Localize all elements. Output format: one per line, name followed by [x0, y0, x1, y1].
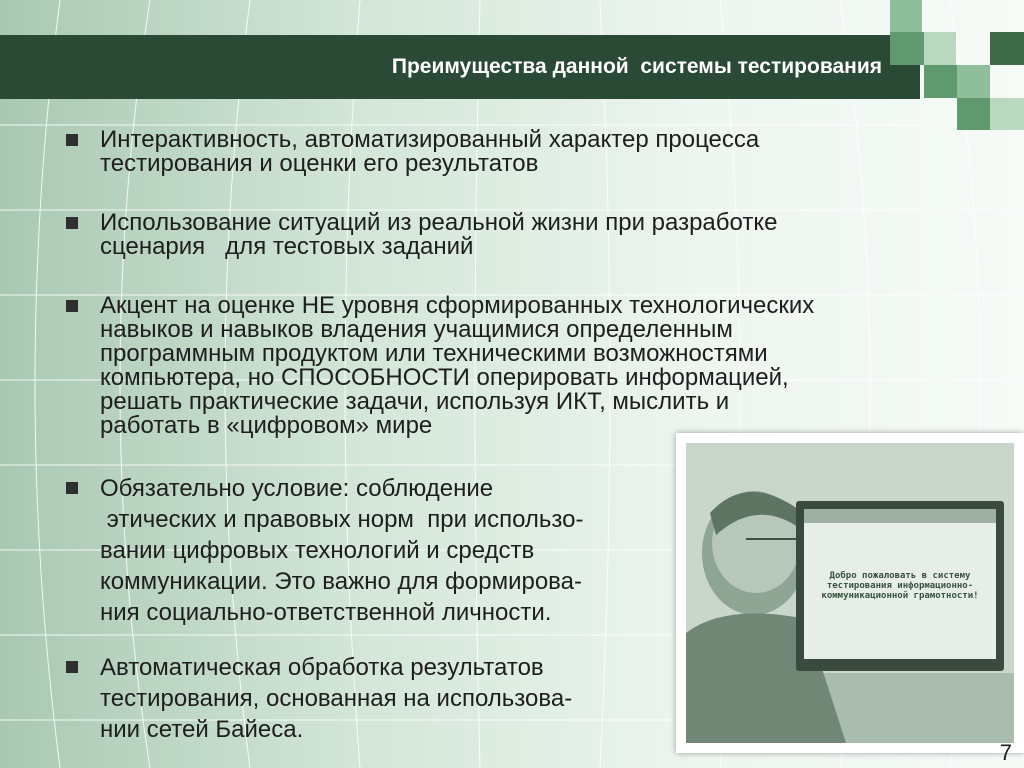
- monitor-screen: [804, 509, 996, 659]
- decorative-tiles: [0, 0, 1024, 140]
- bullet-text-line: тестирования и оценки его результатов: [100, 150, 539, 177]
- bullet-text-line: компьютера, но СПОСОБНОСТИ оперировать информацией,: [100, 364, 789, 391]
- decorative-tile: [890, 32, 924, 65]
- bullet-text-line: Обязательно условие: соблюдение: [100, 475, 494, 502]
- screen-welcome-text: Добро пожаловать в систему тестирования информационно-коммуникационной грамотности!: [821, 571, 979, 601]
- bullet-item: [62, 211, 992, 259]
- bullet-text-line: программным продуктом или техническими возможностями: [100, 340, 768, 367]
- bullet-square-icon: [66, 482, 78, 494]
- bullet-text-line: коммуникации. Это важно для формирова-: [100, 568, 582, 595]
- bullet-text-line: нии сетей Байеса.: [100, 716, 304, 743]
- bullet-text-line: навыков и навыков владения учащимися определенным: [100, 316, 733, 343]
- bullet-text-line: Автоматическая обработка результатов: [100, 654, 544, 681]
- monitor: [796, 501, 1004, 671]
- bullet-square-icon: [66, 661, 78, 673]
- bullet-text-line: работать в «цифровом» мире: [100, 412, 433, 439]
- student-at-computer-photo: [676, 433, 1024, 753]
- bullet-text-line: сценария для тестовых заданий: [100, 233, 474, 260]
- bullet-text-line: ния социально-ответственной личности.: [100, 599, 552, 626]
- bullet-item: [62, 128, 992, 176]
- bullet-text-line: Использование ситуаций из реальной жизни при разработке: [100, 209, 778, 236]
- bullet-text-line: Интерактивность, автоматизированный характер процесса: [100, 126, 760, 153]
- decorative-tile: [990, 32, 1024, 65]
- decorative-tile: [890, 0, 922, 32]
- bullet-text-line: решать практические задачи, используя ИКТ, мыслить и: [100, 388, 730, 415]
- bullet-square-icon: [66, 217, 78, 229]
- decorative-tile: [990, 98, 1024, 130]
- decorative-tile: [957, 65, 990, 98]
- photo-scene: [686, 443, 1014, 743]
- bullet-text-line: этических и правовых норм при использо-: [100, 506, 584, 533]
- page-number: 7: [999, 740, 1012, 765]
- screen-header-bar: [804, 509, 996, 523]
- bullet-text-line: тестирования, основанная на использова-: [100, 685, 573, 712]
- decorative-tile: [924, 65, 957, 98]
- decorative-tile: [924, 32, 956, 65]
- bullet-item: [62, 294, 992, 438]
- bullet-text-line: вании цифровых технологий и средств: [100, 537, 535, 564]
- slide-title: Преимущества данной системы тестирования: [391, 55, 882, 78]
- decorative-tile: [957, 98, 990, 130]
- bullet-square-icon: [66, 300, 78, 312]
- bullet-text-line: Акцент на оценке НЕ уровня сформированных технологических: [100, 292, 815, 319]
- bullet-square-icon: [66, 134, 78, 146]
